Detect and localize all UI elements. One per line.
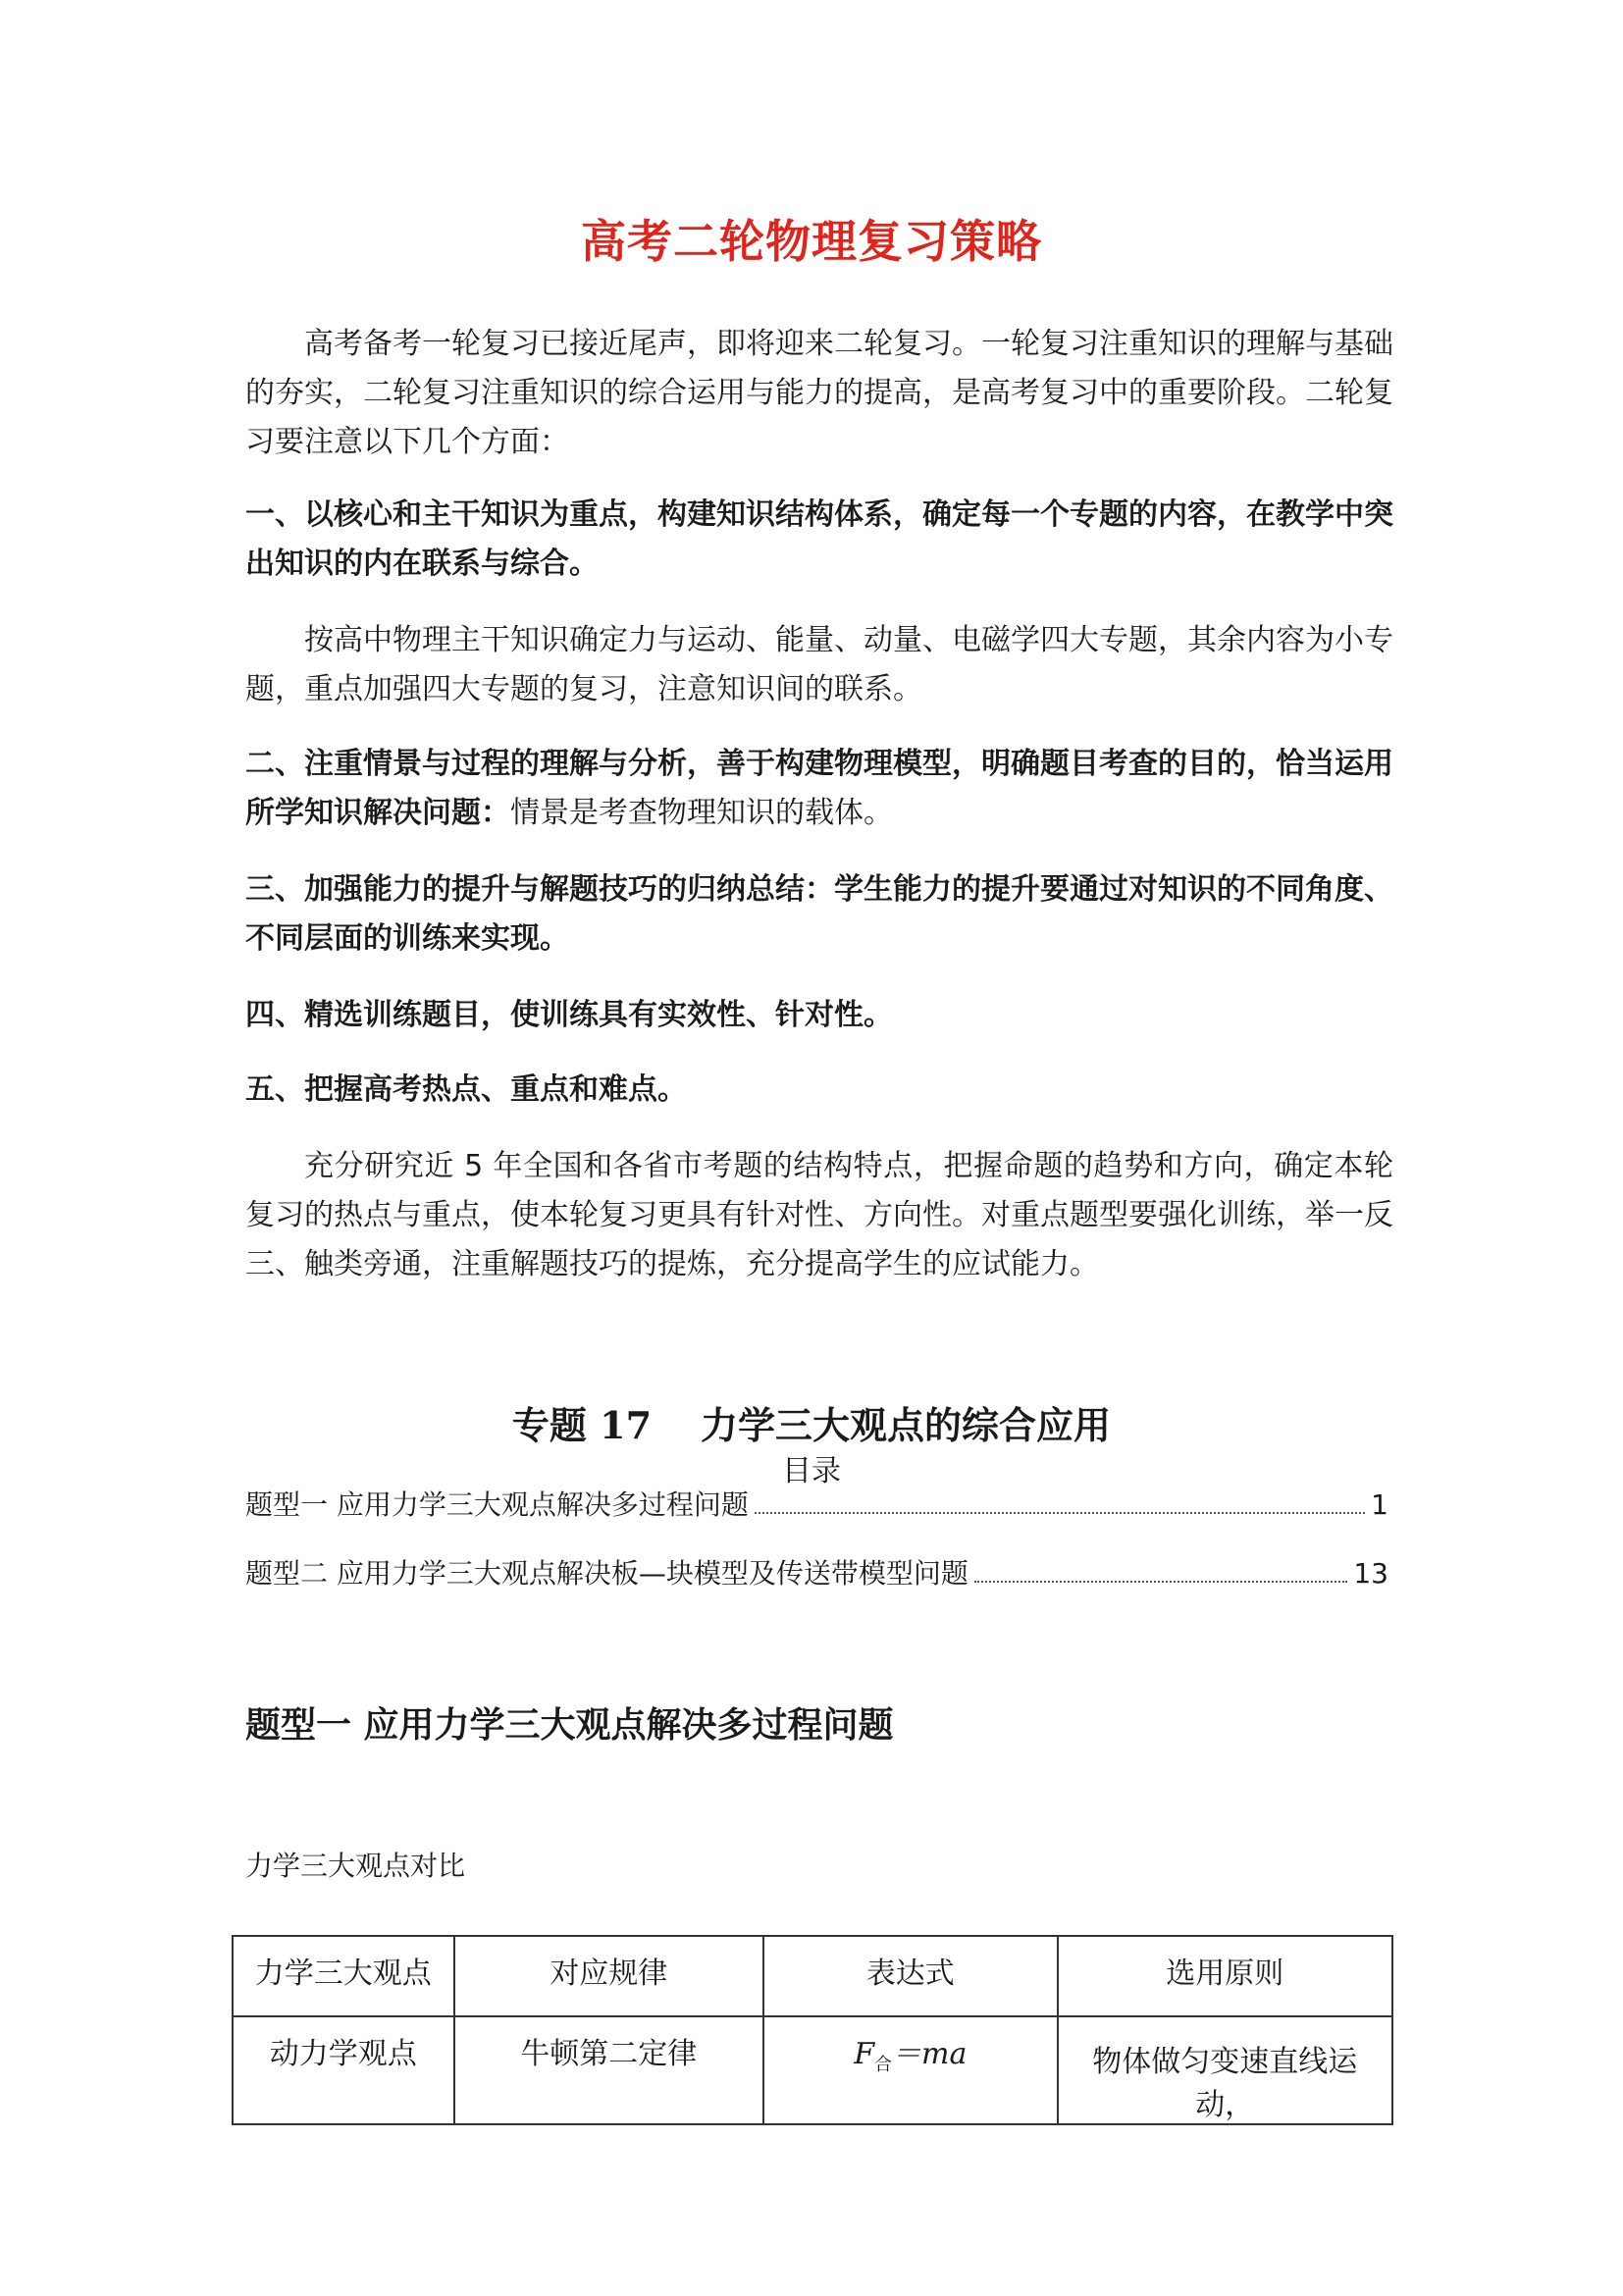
table-header-cell: 对应规律 — [454, 1936, 763, 2016]
point-four-heading: 四、精选训练题目，使训练具有实效性、针对性。 — [245, 998, 893, 1032]
type-one-heading: 题型一 应用力学三大观点解决多过程问题 — [245, 1704, 894, 1746]
table-cell-principle: 物体做匀变速直线运动， — [1058, 2016, 1392, 2124]
table-cell-viewpoint: 动力学观点 — [233, 2016, 454, 2124]
point-two-bold: 二、注重情景与过程的理解与分析，善于构建物理模型，明确题目考查的目的，恰当运用所学知识解决问题： — [245, 747, 1393, 830]
comparison-table — [232, 1935, 1393, 2125]
table-header-row — [233, 1936, 1392, 2016]
toc-entry-page: 13 — [1353, 1557, 1388, 1590]
section-name: 力学三大观点的综合应用 — [701, 1403, 1112, 1447]
section-title — [0, 1395, 1623, 1449]
toc-leader-dots — [755, 1511, 1365, 1514]
table-cell-law: 牛顿第二定律 — [454, 2016, 763, 2124]
table-row — [233, 2016, 1392, 2124]
formula: $F_合=ma$ — [854, 2037, 968, 2075]
point-one-detail: 按高中物理主干知识确定力与运动、能量、动量、电磁学四大专题，其余内容为小专题，重点加强四大专题的复习，注意知识间的联系。 — [245, 623, 1393, 706]
toc-leader-dots — [974, 1580, 1347, 1583]
section-label: 专题 17 — [511, 1403, 653, 1447]
intro-paragraph: 高考备考一轮复习已接近尾声，即将迎来二轮复习。一轮复习注重知识的理解与基础的夯实，二轮复习注重知识的综合运用与能力的提高，是高考复习中的重要阶段。二轮复习要注意以下几个方面： — [245, 327, 1393, 459]
toc-entry-text: 题型二 应用力学三大观点解决板—块模型及传送带模型问题 — [245, 1557, 969, 1590]
table-caption: 力学三大观点对比 — [245, 1850, 466, 1882]
point-two-normal: 情景是考查物理知识的载体。 — [510, 796, 893, 830]
table-cell-formula — [763, 2016, 1058, 2124]
point-three-heading: 三、加强能力的提升与解题技巧的归纳总结：学生能力的提升要通过对知识的不同角度、不同层面的训练来实现。 — [245, 872, 1393, 956]
toc-entry[interactable] — [245, 1554, 1388, 1593]
table-header-cell: 选用原则 — [1058, 1936, 1392, 2016]
table-header-cell: 力学三大观点 — [233, 1936, 454, 2016]
table-header-cell: 表达式 — [763, 1936, 1058, 2016]
toc-entry-text: 题型一 应用力学三大观点解决多过程问题 — [245, 1488, 749, 1521]
toc-entry[interactable] — [245, 1486, 1388, 1525]
page-title: 高考二轮物理复习策略 — [581, 215, 1042, 268]
point-five-detail: 充分研究近 5 年全国和各省市考题的结构特点，把握命题的趋势和方向，确定本轮复习的热点与重点，使本轮复习更具有针对性、方向性。对重点题型要强化训练，举一反三、触类旁通，注重解题技巧的提炼，充分提高学生的应试能力。 — [245, 1149, 1393, 1281]
point-one-heading: 一、以核心和主干知识为重点，构建知识结构体系，确定每一个专题的内容，在教学中突出知识的内在联系与综合。 — [245, 497, 1393, 581]
toc-entry-page: 1 — [1371, 1488, 1388, 1521]
point-two-heading — [245, 740, 1393, 838]
toc-heading: 目录 — [782, 1454, 841, 1488]
point-five-heading: 五、把握高考热点、重点和难点。 — [245, 1072, 687, 1107]
